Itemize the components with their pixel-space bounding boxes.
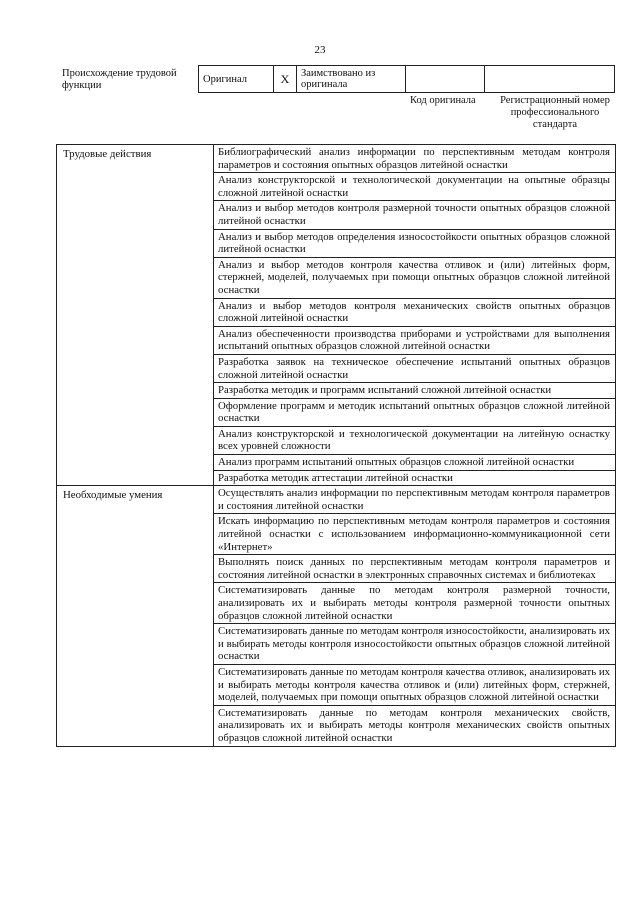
list-item: Систематизировать данные по методам контроля механических свойств, анализировать их и выбирать методы контроля механических свойств опытных образцов сложной литейной оснастки [218,706,610,744]
list-item: Анализ программ испытаний опытных образцов сложной литейной оснастки [214,455,615,471]
list-item: Разработка методик и программ испытаний сложной литейной оснастки [214,383,615,399]
list-item: Анализ и выбор методов контроля механических свойств опытных образцов сложной литейной оснастки [214,299,615,327]
section-title: Трудовые действия [57,145,214,486]
list-item: Анализ обеспеченности производства приборами и устройствами для выполнения испытаний опытных образцов сложной литейной оснастки [214,327,615,355]
list-item: Оформление программ и методик испытаний опытных образцов сложной литейной оснастки [214,399,615,427]
list-item: Искать информацию по перспективным методам контроля параметров и состояния литейной оснастки с использованием информационно-коммуникационной сети «Интернет» [214,514,615,555]
registration-number-label: Регистрационный номер профессионального стандарта [500,95,610,130]
section-title: Необходимые умения [57,486,214,746]
list-item: Анализ и выбор методов определения износостойкости опытных образцов сложной литейной оснастки [214,230,615,258]
original-mark: X [274,66,297,93]
list-item: Анализ и выбор методов контроля размерной точности опытных образцов сложной литейной оснастки [214,201,615,229]
origin-label: Происхождение трудовой функции [62,68,177,91]
registration-number-cell [485,66,615,93]
list-item: Анализ конструкторской и технологической документации на литейную оснастку всех уровней сложности [214,427,615,455]
original-code-label: Код оригинала [410,95,476,106]
section-items [214,486,616,746]
list-item: Разработка заявок на техническое обеспечение испытаний опытных образцов сложной литейной оснастки [214,355,615,383]
original-cell: Оригинал [199,66,274,93]
borrowed-cell: Заимствовано из оригинала [297,66,406,93]
list-item: Систематизировать данные по методам контроля качества отливок, анализировать их и выбирать методы контроля качества отливок и (или) литейных форм, стержней, моделей, получаемых при помощи опытных образцов сложной литейной оснастки [214,665,615,706]
section-row [57,486,616,746]
origin-table [198,65,615,93]
list-item: Разработка методик аттестации литейной оснастки [218,471,453,484]
list-item: Осуществлять анализ информации по перспективным методам контроля параметров и состояния литейной оснастки [214,486,615,514]
list-item: Выполнять поиск данных по перспективным методам контроля параметров и состояния литейной оснастки в электронных справочных системах и библиотеках [214,555,615,583]
section-row [57,145,616,486]
list-item: Библиографический анализ информации по перспективным методам контроля параметров и состояния опытных образцов литейной оснастки [214,145,615,173]
list-item: Систематизировать данные по методам контроля размерной точности, анализировать их и выбирать методы контроля размерной точности опытных образцов сложной литейной оснастки [214,583,615,624]
function-table [56,144,616,747]
list-item: Анализ конструкторской и технологической документации на опытные образцы сложной литейной оснастки [214,173,615,201]
list-item: Систематизировать данные по методам контроля износостойкости, анализировать их и выбирать методы контроля износостойкости опытных образцов сложной литейной оснастки [214,624,615,665]
section-items [214,145,616,486]
original-code-cell [406,66,485,93]
page-number: 23 [314,44,326,56]
list-item: Анализ и выбор методов контроля качества отливок и (или) литейных форм, стержней, моделей, получаемых при помощи опытных образцов сложной литейной оснастки [214,258,615,299]
